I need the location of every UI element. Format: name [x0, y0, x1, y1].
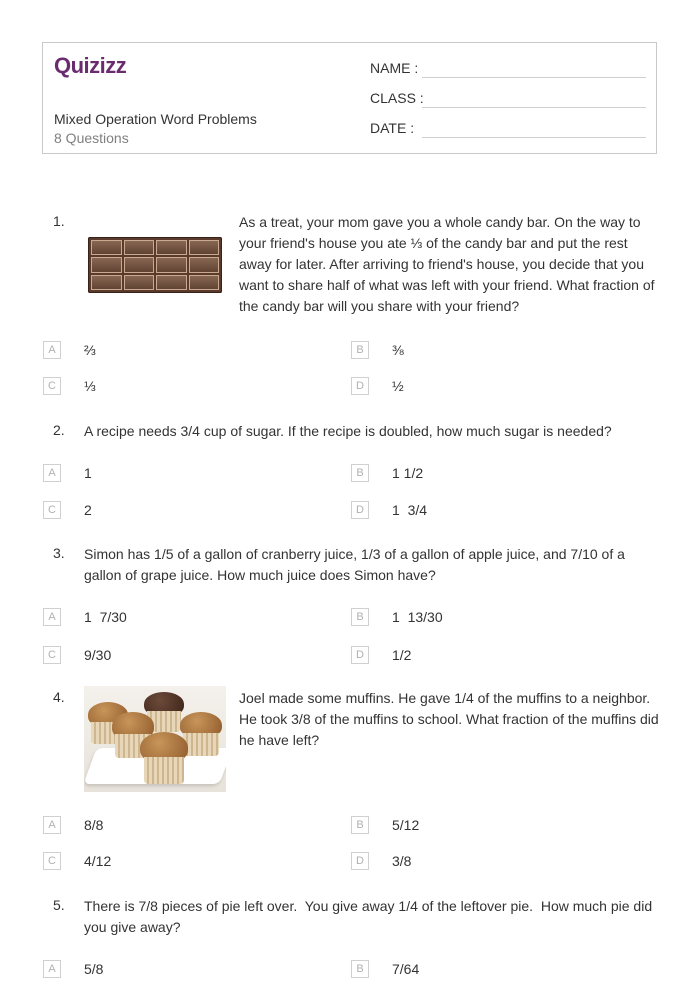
question-text: Joel made some muffins. He gave 1/4 of the muffins to a neighbor. He took 3/8 of the muffins to school. What fraction of the muffins did he have left? [239, 690, 659, 748]
question-number: 5. [53, 897, 65, 913]
question-text: There is 7/8 pieces of pie left over. You give away 1/4 of the leftover pie. How much pie did you give away? [84, 898, 656, 935]
class-label: CLASS : [370, 90, 424, 106]
option-letter[interactable]: A [43, 816, 61, 834]
option-letter[interactable]: B [351, 960, 369, 978]
question-count: 8 Questions [54, 130, 129, 146]
option-text[interactable]: 5/12 [392, 817, 420, 833]
option-letter[interactable]: A [43, 464, 61, 482]
candy-bar-image [88, 237, 222, 293]
question-text: As a treat, your mom gave you a whole candy bar. On the way to your friend's house you ate ⅓ of the candy bar and put the rest away for later. After arriving to friend's house, you decide that you want to share half of what was left with your friend. What fraction of the candy bar will you share with your friend? [239, 214, 655, 314]
option-letter[interactable]: D [351, 377, 369, 395]
name-line [422, 77, 646, 78]
question-number: 2. [53, 422, 65, 438]
name-label: NAME : [370, 60, 419, 76]
date-label: DATE : [370, 120, 415, 136]
option-text[interactable]: ½ [392, 378, 404, 394]
worksheet-header [42, 42, 657, 154]
option-letter[interactable]: C [43, 501, 61, 519]
option-text[interactable]: 1 1/2 [392, 465, 424, 481]
class-line [422, 107, 646, 108]
option-text[interactable]: ⅓ [84, 378, 96, 394]
question-number: 1. [53, 213, 65, 229]
option-text[interactable]: 2 [84, 502, 92, 518]
option-letter[interactable]: B [351, 816, 369, 834]
date-line [422, 137, 646, 138]
question-number: 3. [53, 545, 65, 561]
option-text[interactable]: 7/64 [392, 961, 420, 977]
option-text[interactable]: 5/8 [84, 961, 104, 977]
option-letter[interactable]: B [351, 464, 369, 482]
quizizz-logo: Quizizz [54, 53, 127, 78]
date-field[interactable] [370, 120, 646, 140]
name-field[interactable] [370, 60, 646, 80]
option-letter[interactable]: C [43, 852, 61, 870]
option-letter[interactable]: A [43, 608, 61, 626]
option-text[interactable]: ⅔ [84, 342, 96, 358]
question-number: 4. [53, 689, 65, 705]
option-letter[interactable]: A [43, 341, 61, 359]
option-letter[interactable]: D [351, 501, 369, 519]
option-letter[interactable]: B [351, 341, 369, 359]
option-text[interactable]: 4/12 [84, 853, 112, 869]
option-text[interactable]: 1 13/30 [392, 609, 443, 625]
option-letter[interactable]: D [351, 646, 369, 664]
option-text[interactable]: ⅜ [392, 342, 404, 358]
worksheet-title: Mixed Operation Word Problems [54, 111, 257, 127]
option-text[interactable]: 8/8 [84, 817, 104, 833]
option-text[interactable]: 1 7/30 [84, 609, 127, 625]
option-letter[interactable]: C [43, 377, 61, 395]
option-text[interactable]: 1/2 [392, 647, 412, 663]
option-letter[interactable]: B [351, 608, 369, 626]
option-letter[interactable]: D [351, 852, 369, 870]
option-text[interactable]: 9/30 [84, 647, 112, 663]
question-text: Simon has 1/5 of a gallon of cranberry juice, 1/3 of a gallon of apple juice, and 7/10 of a gallon of grape juice. How much juice does Simon have? [84, 546, 625, 583]
option-letter[interactable]: C [43, 646, 61, 664]
muffins-image [84, 686, 226, 792]
option-text[interactable]: 1 [84, 465, 92, 481]
option-text[interactable]: 3/8 [392, 853, 412, 869]
question-text: A recipe needs 3/4 cup of sugar. If the recipe is doubled, how much sugar is needed? [84, 423, 612, 439]
option-text[interactable]: 1 3/4 [392, 502, 428, 518]
class-field[interactable] [370, 90, 646, 110]
option-letter[interactable]: A [43, 960, 61, 978]
